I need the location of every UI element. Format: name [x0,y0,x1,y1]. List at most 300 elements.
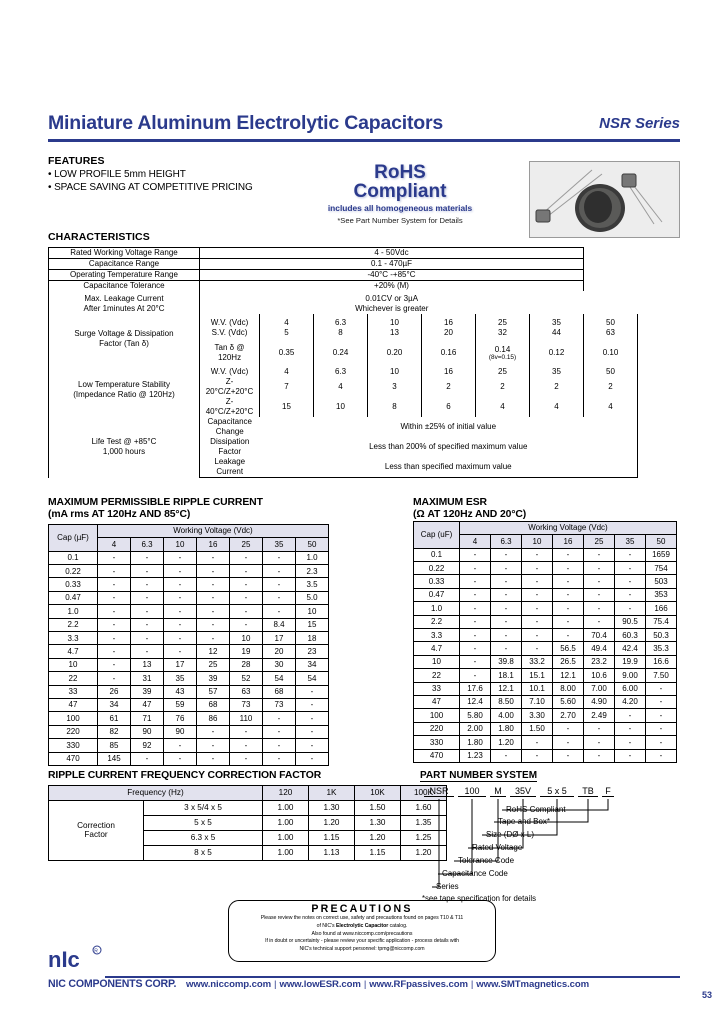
nic-logo [48,945,108,975]
ripple-cell: - [263,591,296,604]
esr-cell: - [615,709,646,722]
table-row [414,749,677,762]
table-row [414,695,677,708]
esr-cell: - [646,682,677,695]
esr-cell: 353 [646,588,677,601]
ripple-cell: - [230,752,263,765]
esr-cell: - [553,588,584,601]
esr-cell: 12.1 [553,669,584,682]
esr-cell: - [615,548,646,561]
ripple-cell: 59 [164,698,197,711]
ripple-cap-value: 0.1 [49,551,98,564]
case-size: 6.3 x 5 [144,830,263,845]
correction-value: 1.20 [401,845,447,860]
table-row [49,605,329,618]
ripple-cell: 5.0 [296,591,329,604]
table-row [49,248,638,259]
precautions-title: PRECAUTIONS [311,903,413,915]
ripple-voltage-header: 10 [164,538,197,551]
precautions-line-1: Please review the notes on correct use, safety and precautions found on pages T10 & T11 [260,915,464,921]
part-number-token: NSR [424,786,454,797]
ripple-cell: 68 [263,685,296,698]
ripple-cell: - [98,672,131,685]
lowtemp-row-name: Z-20°C/Z+20°C [200,377,260,397]
ripple-cell: - [230,739,263,752]
esr-cap-value: 100 [414,709,460,722]
esr-cell: 49.4 [584,642,615,655]
ripple-cap-value: 0.47 [49,591,98,604]
esr-cell: 4.90 [584,695,615,708]
ripple-cell: 61 [98,712,131,725]
frequency-value: 120 [263,785,309,800]
ripple-cell: 15 [296,618,329,631]
ripple-cell: - [296,752,329,765]
frequency-value: 100K [401,785,447,800]
lowtemp-value: 2 [422,377,476,397]
esr-cell: 7.00 [584,682,615,695]
table-row [49,304,638,314]
esr-cell: - [522,575,553,588]
esr-section [413,497,677,763]
esr-cell: - [553,562,584,575]
ripple-cell: - [197,618,230,631]
esr-cell: 18.1 [491,669,522,682]
correction-value: 1.00 [263,830,309,845]
ripple-cell: - [131,565,164,578]
ripple-cap-value: 33 [49,685,98,698]
ripple-cell: 20 [263,645,296,658]
table-row [49,417,638,437]
ripple-cell: 54 [296,672,329,685]
esr-cap-value: 0.1 [414,548,460,561]
esr-voltage-header: 16 [553,535,584,548]
esr-cell: - [522,588,553,601]
esr-cell: - [491,575,522,588]
lowtemp-value: 8 [368,397,422,417]
esr-cell: 9.00 [615,669,646,682]
footer-divider [105,976,680,978]
lowtemp-value: 7 [260,377,314,397]
esr-cell: - [646,709,677,722]
esr-cap-value: 4.7 [414,642,460,655]
esr-cell: - [615,562,646,575]
ripple-cell: - [263,605,296,618]
tan-delta-value: 0.10 [584,343,638,363]
ripple-cell: 17 [164,658,197,671]
table-row [414,709,677,722]
esr-cell: - [584,615,615,628]
ripple-cell: - [197,565,230,578]
ripple-cell: 34 [296,658,329,671]
esr-cell: - [491,602,522,615]
esr-cell: - [460,629,491,642]
table-row [49,672,329,685]
surge-sv-value: 44 [530,328,584,338]
ripple-cell: - [197,551,230,564]
ripple-cell: - [98,551,131,564]
ripple-cell: 3.5 [296,578,329,591]
life-row-value: Less than specified maximum value [260,457,638,478]
esr-cell: 7.50 [646,669,677,682]
part-number-token: TB [578,786,598,797]
ripple-cell: - [131,645,164,658]
page-number: 53 [701,990,712,1000]
esr-cell: - [553,629,584,642]
ripple-cap-value: 0.33 [49,578,98,591]
esr-cell: - [553,548,584,561]
esr-title-2: (Ω AT 120Hz AND 20°C) [413,508,527,520]
lowtemp-value: 6 [422,397,476,417]
table-row [414,575,677,588]
esr-cell: - [584,736,615,749]
ripple-cap-value: 47 [49,698,98,711]
life-row-name: Capacitance Change [200,417,260,437]
esr-cell: - [553,602,584,615]
header-divider [48,139,680,142]
ripple-cell: - [164,605,197,618]
correction-value: 1.20 [355,830,401,845]
ripple-cap-value: 4.7 [49,645,98,658]
surge-row-name: W.V. (Vdc) [200,314,260,328]
ripple-cell: 90 [131,725,164,738]
esr-cap-value: 3.3 [414,629,460,642]
ripple-cap-value: 3.3 [49,632,98,645]
esr-voltage-header: 4 [460,535,491,548]
esr-cap-value: 22 [414,669,460,682]
ripple-cell: 73 [263,698,296,711]
surge-wv-value: 16 [422,314,476,328]
ripple-cell: - [263,725,296,738]
ripple-wv-header: Working Voltage (Vdc) [98,524,329,537]
ripple-cell: 47 [131,698,164,711]
surge-label [49,314,200,363]
esr-voltage-header: 50 [646,535,677,548]
esr-voltage-header: 25 [584,535,615,548]
frequency-header: Frequency (Hz) [49,785,263,800]
char-label: Capacitance Range [49,259,200,270]
esr-cell: - [491,548,522,561]
ripple-current-section [48,497,329,766]
ripple-cap-value: 0.22 [49,565,98,578]
surge-sv-value: 63 [584,328,638,338]
correction-label-2: Factor [84,830,108,840]
case-size: 3 x 5/4 x 5 [144,800,263,815]
precautions-line-2a: of NIC's [316,922,336,929]
correction-value: 1.60 [401,800,447,815]
ripple-cell: - [263,551,296,564]
frequency-value: 1K [309,785,355,800]
esr-cell: - [584,602,615,615]
table-row [414,669,677,682]
esr-cell: - [460,669,491,682]
part-number-section [420,765,690,906]
esr-cell: 8.00 [553,682,584,695]
table-row [49,739,329,752]
esr-cell: - [491,642,522,655]
ripple-cell: - [131,551,164,564]
part-number-legend: RoHS Compliant [506,805,566,814]
life-label-1: Life Test @ +85°C [91,437,157,447]
esr-cell: - [522,562,553,575]
esr-cell: 26.5 [553,655,584,668]
ripple-cell: 52 [230,672,263,685]
part-number-leader-lines [420,786,690,906]
tan-delta-value: 0.35 [260,343,314,363]
tan-delta-value-25v [476,343,530,363]
precautions-line-2b: Electrolytic Capacitor [335,922,389,929]
correction-label-1: Correction [77,820,115,830]
page-header [48,112,680,135]
esr-cell: 1.50 [522,722,553,735]
esr-cell: - [553,736,584,749]
esr-cell: - [584,548,615,561]
ripple-cell: 68 [197,698,230,711]
ripple-cell: - [296,685,329,698]
table-row [414,629,677,642]
surge-wv-value: 35 [530,314,584,328]
rohs-line-4: *See Part Number System for Details [337,215,463,225]
feature-item: • LOW PROFILE 5mm HEIGHT [48,169,186,180]
leakage-value-1: 0.01CV or 3µA [200,291,584,304]
esr-cell: - [522,749,553,762]
ripple-cell: - [230,618,263,631]
table-row [414,722,677,735]
part-number-token: 100 [458,786,486,797]
footer-link[interactable]: www.niccomp.com [186,979,272,990]
series-label: NSR Series [599,115,680,132]
table-row [49,270,638,281]
ripple-cell: - [263,565,296,578]
esr-cell: - [615,588,646,601]
features-heading: FEATURES [48,155,105,167]
esr-cell: 2.00 [460,722,491,735]
ripple-cell: - [296,698,329,711]
lowtemp-value: 2 [530,377,584,397]
surge-wv-value: 10 [368,314,422,328]
correction-factor-label [49,800,144,860]
precautions-line-3: Also found at www.niccomp.com/precautions [311,930,413,937]
esr-cell: 16.6 [646,655,677,668]
table-row [49,363,638,377]
life-label [49,417,200,478]
ripple-cap-header: Cap (µF) [49,524,98,551]
surge-label-2: Factor (Tan δ) [99,338,149,348]
correction-factor-section [48,770,447,861]
ripple-cap-value: 10 [49,658,98,671]
ripple-cell: - [98,658,131,671]
correction-value: 1.35 [401,815,447,830]
esr-cell: 42.4 [615,642,646,655]
lowtemp-value: 2 [584,377,638,397]
table-row [414,588,677,601]
ripple-cell: - [263,578,296,591]
lowtemp-label-2: (Impedance Ratio @ 120Hz) [73,390,175,399]
ripple-cell: 31 [131,672,164,685]
table-row [49,551,329,564]
footer-separator: | [470,979,474,990]
ripple-cell: - [164,632,197,645]
esr-cell: 754 [646,562,677,575]
esr-cell: 23.2 [584,655,615,668]
precautions-line-4: If in doubt or uncertainty - please review your specific application - process details with [265,938,459,945]
esr-cell: 19.9 [615,655,646,668]
part-number-legend: Series [436,882,459,891]
ripple-voltage-header: 4 [98,538,131,551]
ripple-cell: 39 [131,685,164,698]
esr-voltage-header: 35 [615,535,646,548]
ripple-cell: - [164,565,197,578]
lowtemp-label [49,363,200,417]
tan-delta-value: 0.16 [422,343,476,363]
ripple-cell: - [263,752,296,765]
esr-cell: - [553,722,584,735]
ripple-cell: 28 [230,658,263,671]
lowtemp-value: 2 [476,377,530,397]
esr-cell: - [584,562,615,575]
lowtemp-value: 25 [476,363,530,377]
svg-text:nIc: nIc [48,947,80,972]
correction-value: 1.30 [355,815,401,830]
tan-delta-value: 0.20 [368,343,422,363]
surge-row-name: S.V. (Vdc) [200,328,260,338]
char-label: Capacitance Tolerance [49,281,200,292]
table-row [49,314,638,328]
ripple-cell: - [164,618,197,631]
esr-cell: - [460,588,491,601]
product-photo [529,161,680,238]
table-row [49,712,329,725]
esr-cell: - [584,722,615,735]
part-number-legend: Tape and Box* [498,817,551,826]
esr-cell: - [615,575,646,588]
esr-cell: 1.20 [491,736,522,749]
ripple-cell: - [197,591,230,604]
esr-cell: - [615,722,646,735]
feature-item: • SPACE SAVING AT COMPETITIVE PRICING [48,182,253,193]
esr-cap-value: 0.22 [414,562,460,575]
ripple-voltage-header: 6.3 [131,538,164,551]
part-number-token: 5 x 5 [540,786,574,797]
ripple-cell: 39 [197,672,230,685]
ripple-cell: - [230,591,263,604]
ripple-cell: - [98,618,131,631]
tan-delta-note: (8v=0.15) [488,353,517,361]
life-row-name: Leakage Current [200,457,260,478]
table-row [49,752,329,765]
correction-value: 1.25 [401,830,447,845]
esr-cell: 7.10 [522,695,553,708]
esr-cap-value: 2.2 [414,615,460,628]
leakage-label-1: Max. Leakage Current [49,291,200,304]
esr-cell: 4.00 [491,709,522,722]
ripple-cell: 10 [296,605,329,618]
esr-cell: 2.70 [553,709,584,722]
svg-text:R: R [94,948,98,955]
ripple-cell: - [197,752,230,765]
footer-separator: | [363,979,367,990]
lowtemp-value: 4 [260,363,314,377]
ripple-title-2: (mA rms AT 120Hz AND 85°C) [48,508,191,520]
esr-cell: - [460,642,491,655]
surge-wv-value: 50 [584,314,638,328]
correction-value: 1.30 [309,800,355,815]
correction-value: 1.00 [263,815,309,830]
ripple-cell: - [164,645,197,658]
esr-cell: - [646,695,677,708]
esr-cell: - [522,548,553,561]
esr-cell: - [522,736,553,749]
surge-wv-value: 4 [260,314,314,328]
footer-link[interactable]: www.SMTmagnetics.com [476,979,590,990]
esr-cell: - [491,615,522,628]
tan-delta-value: 0.14 [494,344,511,354]
correction-factor-table [48,785,447,861]
lowtemp-value: 10 [314,397,368,417]
footer-links [186,979,589,990]
ripple-cell: - [230,725,263,738]
esr-cap-value: 33 [414,682,460,695]
esr-cell: - [584,749,615,762]
ripple-cell: 90 [164,725,197,738]
esr-cell: 15.1 [522,669,553,682]
characteristics-section [48,231,638,478]
esr-cell: 12.1 [491,682,522,695]
char-label: Operating Temperature Range [49,270,200,281]
esr-cell: 33.2 [522,655,553,668]
ripple-cell: 8.4 [263,618,296,631]
part-number-token: M [490,786,506,797]
esr-cell: - [491,562,522,575]
case-size: 5 x 5 [144,815,263,830]
ripple-cell: 35 [164,672,197,685]
esr-cell: 503 [646,575,677,588]
footer-link[interactable]: www.lowESR.com [279,979,361,990]
table-row [49,591,329,604]
esr-cell: - [460,615,491,628]
lowtemp-value: 4 [476,397,530,417]
leakage-label-2: After 1minutes At 20°C [49,304,200,314]
esr-cell: - [553,749,584,762]
esr-cell: - [460,655,491,668]
esr-cell: 12.4 [460,695,491,708]
esr-cell: 70.4 [584,629,615,642]
footer-link[interactable]: www.RFpassives.com [369,979,468,990]
esr-cell: - [491,749,522,762]
ripple-cell: - [98,645,131,658]
table-row [414,736,677,749]
table-row [414,655,677,668]
ripple-cell: - [230,551,263,564]
page-title: Miniature Aluminum Electrolytic Capacitors [48,112,444,134]
esr-cell: 10.1 [522,682,553,695]
ripple-cell: 10 [230,632,263,645]
ripple-cap-value: 100 [49,712,98,725]
ripple-cell: - [263,739,296,752]
esr-cell: - [460,602,491,615]
leakage-value-2: Whichever is greater [200,304,584,314]
surge-sv-value: 5 [260,328,314,338]
ripple-cell: 30 [263,658,296,671]
esr-cell: - [553,615,584,628]
ripple-cell: 92 [131,739,164,752]
esr-cell: - [646,722,677,735]
lowtemp-row-name: Z-40°C/Z+20°C [200,397,260,417]
correction-title: RIPPLE CURRENT FREQUENCY CORRECTION FACTOR [48,770,322,781]
esr-cell: - [522,602,553,615]
esr-cell: 5.80 [460,709,491,722]
esr-cell: 39.8 [491,655,522,668]
ripple-cell: - [164,739,197,752]
